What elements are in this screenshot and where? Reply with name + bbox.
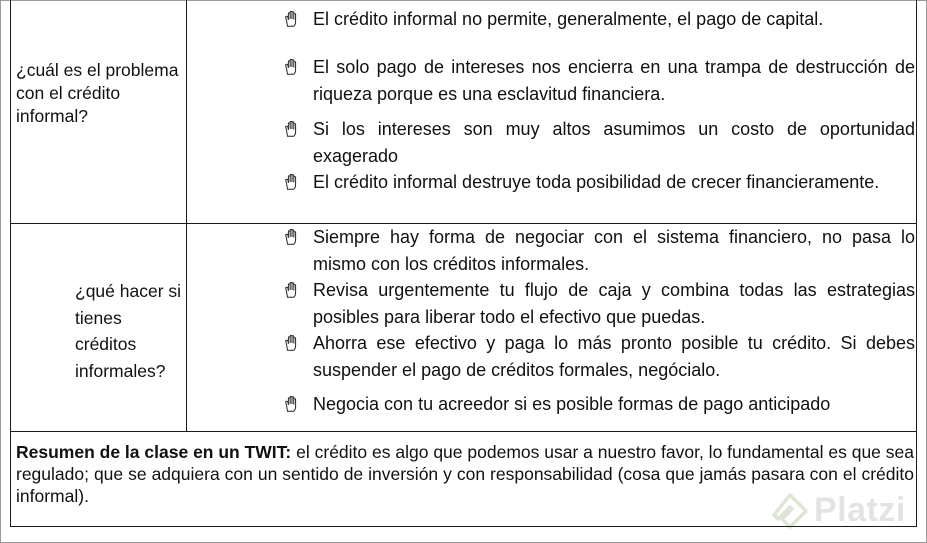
hand-icon	[283, 395, 301, 413]
bullet-item	[283, 116, 915, 170]
bullet-item	[283, 6, 915, 33]
bullet-item	[283, 169, 915, 196]
hand-icon	[283, 281, 301, 299]
hand-icon	[283, 334, 301, 352]
hand-icon	[283, 173, 301, 191]
column-divider	[186, 0, 187, 431]
row-divider	[11, 431, 916, 432]
bullet-item	[283, 277, 915, 331]
bullet-item	[283, 330, 915, 384]
bullet-text: Siempre hay forma de negociar con el sistema financiero, no pasa lo mismo con los créditos informales.	[313, 227, 915, 274]
question-problem: ¿cuál es el problema con el crédito informal?	[16, 60, 179, 126]
watermark-text: Platzi	[814, 491, 906, 529]
bullet-text: Negocia con tu acreedor si es posible formas de pago anticipado	[313, 394, 831, 414]
summary-label: Resumen de la clase en un TWIT:	[16, 442, 292, 462]
bullet-text: El solo pago de intereses nos encierra en una trampa de destrucción de riqueza porque es una esclavitud financiera.	[313, 57, 915, 104]
bullet-item	[283, 54, 915, 108]
hand-icon	[283, 58, 301, 76]
bullet-text: Ahorra ese efectivo y paga lo más pronto posible tu crédito. Si debes suspender el pago de créditos formales, negócialo.	[313, 333, 915, 380]
bullet-text: El crédito informal no permite, generalmente, el pago de capital.	[313, 9, 824, 29]
hand-icon	[283, 10, 301, 28]
platzi-watermark	[762, 487, 927, 539]
bullet-text: El crédito informal destruye toda posibilidad de crecer financieramente.	[313, 172, 880, 192]
platzi-logo-icon	[770, 493, 810, 533]
hand-icon	[283, 228, 301, 246]
bullet-text: Si los intereses son muy altos asumimos un costo de oportunidad exagerado	[313, 119, 915, 166]
hand-icon	[283, 120, 301, 138]
notes-table	[10, 0, 917, 527]
bullet-item	[283, 391, 915, 418]
summary-text: el crédito es algo que podemos usar a nuestro favor, lo fundamental es que sea regulado; que se adquiera con un sentido de inversión y con responsabilidad (cosa que jamás pasara con el crédito informal).	[16, 442, 914, 506]
bullet-item	[283, 224, 915, 278]
question-what-to-do: ¿qué hacer si tienes créditos informales?	[75, 281, 182, 381]
bullet-text: Revisa urgentemente tu flujo de caja y combina todas las estrategias posibles para liberar todo el efectivo que puedas.	[313, 280, 915, 327]
